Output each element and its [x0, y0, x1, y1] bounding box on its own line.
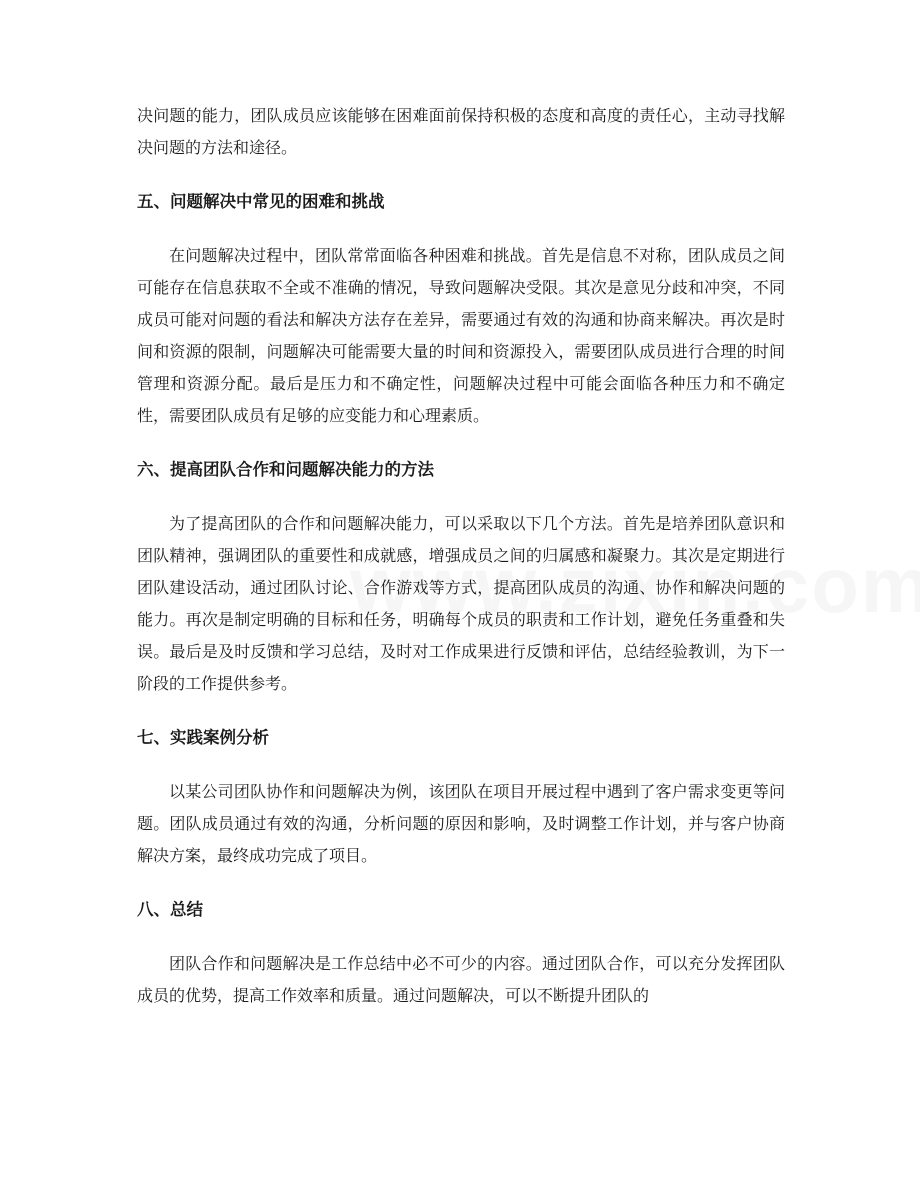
intro-paragraph: 决问题的能力，团队成员应该能够在困难面前保持积极的态度和高度的责任心，主动寻找解决问题的方法和途径。 [137, 106, 785, 157]
section-8-heading: 八、总结 [137, 900, 203, 919]
section-5-heading: 五、问题解决中常见的困难和挑战 [137, 192, 385, 211]
section-8-body: 团队合作和问题解决是工作总结中必不可少的内容。通过团队合作，可以充分发挥团队成员的优势，提高工作效率和质量。通过问题解决，可以不断提升团队的 [137, 954, 785, 1005]
section-7-heading: 七、实践案例分析 [137, 728, 269, 747]
section-5-body: 在问题解决过程中，团队常常面临各种困难和挑战。首先是信息不对称，团队成员之间可能存在信息获取不全或不准确的情况，导致问题解决受限。其次是意见分歧和冲突，不同成员可能对问题的看法和解决方法存在差异，需要通过有效的沟通和协商来解决。再次是时间和资源的限制，问题解决可能需要大量的时间和资源投入，需要团队成员进行合理的时间管理和资源分配。最后是压力和不确定性，问题解决过程中可能会面临各种压力和不确定性，需要团队成员有足够的应变能力和心理素质。 [137, 246, 785, 425]
document-body [137, 100, 785, 1034]
section-6-body: 为了提高团队的合作和问题解决能力，可以采取以下几个方法。首先是培养团队意识和团队精神，强调团队的重要性和成就感，增强成员之间的归属感和凝聚力。其次是定期进行团队建设活动，通过团队讨论、合作游戏等方式，提高团队成员的沟通、协作和解决问题的能力。再次是制定明确的目标和任务，明确每个成员的职责和工作计划，避免任务重叠和失误。最后是及时反馈和学习总结，及时对工作成果进行反馈和评估，总结经验教训，为下一阶段的工作提供参考。 [137, 514, 785, 693]
section-7-body: 以某公司团队协作和问题解决为例，该团队在项目开展过程中遇到了客户需求变更等问题。团队成员通过有效的沟通，分析问题的原因和影响，及时调整工作计划，并与客户协商解决方案，最终成功完成了项目。 [137, 782, 785, 865]
section-6-heading: 六、提高团队合作和问题解决能力的方法 [137, 460, 434, 479]
